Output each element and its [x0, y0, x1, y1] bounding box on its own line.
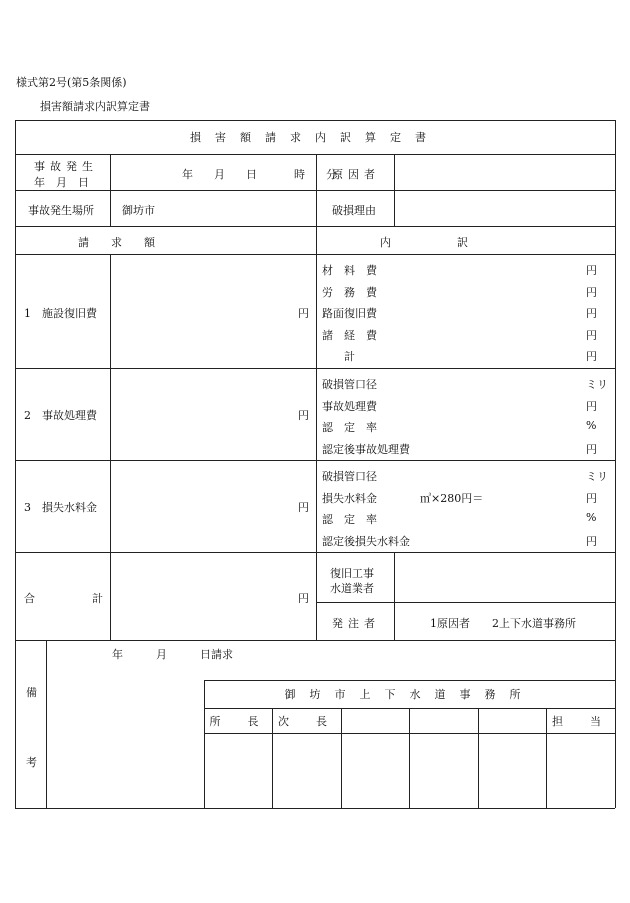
- section-1-yen: 円: [298, 307, 309, 320]
- breakdown-header: 内 訳: [380, 236, 468, 249]
- section-3-yen: 円: [298, 501, 309, 514]
- approver-blank-3: [478, 708, 546, 733]
- contractor-label-1: 復旧工事: [330, 567, 374, 580]
- stamp-box-deputy[interactable]: [273, 734, 340, 807]
- office-name: 御坊市上下水道事務所: [284, 688, 535, 701]
- section-2-label: 2 事故処理費: [24, 409, 97, 422]
- list-item: 破損管口径: [322, 378, 377, 391]
- list-item-unit: 円: [586, 492, 597, 505]
- list-item: 認定後損失水料金: [322, 535, 410, 548]
- list-item-unit: %: [586, 511, 597, 524]
- list-item: 計: [322, 350, 355, 363]
- total-yen: 円: [298, 592, 309, 605]
- list-item-unit: 円: [586, 443, 597, 456]
- reason-label: 破損理由: [332, 204, 376, 217]
- total-label-right: 計: [92, 592, 103, 605]
- place-label: 事故発生場所: [28, 204, 94, 217]
- stamp-box-2[interactable]: [410, 734, 477, 807]
- list-item: 認 定 率: [322, 513, 377, 526]
- list-item-unit: ミリ: [586, 470, 608, 483]
- list-item-unit: 円: [586, 350, 597, 363]
- list-item: 材 料 費: [322, 264, 377, 277]
- list-item-unit: 円: [586, 535, 597, 548]
- list-item-unit: 円: [586, 286, 597, 299]
- accident-date-label: 年 月 日: [34, 176, 89, 189]
- orderer-label: 発注者: [332, 617, 380, 630]
- cause-label: 原因者: [332, 168, 380, 181]
- list-item-unit: 円: [586, 264, 597, 277]
- contractor-field[interactable]: [400, 558, 610, 598]
- list-item-unit: ミリ: [586, 378, 608, 391]
- approver-blank-2: [409, 708, 478, 733]
- list-item-unit: 円: [586, 307, 597, 320]
- approver-deputy: 次 長: [278, 714, 335, 728]
- reason-field[interactable]: [400, 196, 610, 222]
- section-2-yen: 円: [298, 409, 309, 422]
- form-number: 様式第2号(第5条関係): [16, 76, 127, 89]
- contractor-label-2: 水道業者: [330, 582, 374, 595]
- list-item-unit: 円: [586, 329, 597, 342]
- approver-blank-1: [341, 708, 409, 733]
- stamp-box-staff[interactable]: [547, 734, 614, 807]
- remarks-label-1: 備: [26, 686, 37, 699]
- approver-staff: 担 当: [552, 714, 609, 728]
- table-title: 損害額請求内訳算定書: [190, 131, 440, 144]
- section-1-label: 1 施設復旧費: [24, 307, 97, 320]
- accident-label: 事故発生: [34, 160, 98, 173]
- list-item: 労 務 費: [322, 286, 377, 299]
- list-item-unit: %: [586, 419, 597, 432]
- section-3-label: 3 損失水料金: [24, 501, 97, 514]
- list-item: 事故処理費: [322, 400, 377, 413]
- list-item: 認 定 率: [322, 421, 377, 434]
- datetime-field[interactable]: 年 月 日 時 分: [182, 168, 342, 181]
- list-item: 破損管口径: [322, 470, 377, 483]
- remarks-label-2: 考: [26, 756, 37, 769]
- stamp-box-1[interactable]: [342, 734, 408, 807]
- list-item: 認定後事故処理費: [322, 443, 410, 456]
- stamp-box-director[interactable]: [205, 734, 271, 807]
- orderer-options[interactable]: 1原因者 2上下水道事務所: [430, 617, 576, 630]
- approver-director: 所 長: [209, 714, 267, 728]
- total-label-left: 合: [24, 592, 35, 605]
- list-item: 諸 経 費: [322, 329, 377, 342]
- place-value[interactable]: 御坊市: [122, 204, 155, 217]
- list-item-unit: 円: [586, 400, 597, 413]
- document-title: 損害額請求内訳算定書: [40, 100, 150, 113]
- water-fee-formula: ㎥×280円＝: [420, 492, 484, 505]
- stamp-box-3[interactable]: [479, 734, 545, 807]
- request-date[interactable]: 年 月 日請求: [112, 648, 233, 661]
- list-item: 路面復旧費: [322, 307, 377, 320]
- cause-field[interactable]: [400, 160, 610, 186]
- claim-header: 請 求 額: [78, 236, 155, 249]
- list-item: 損失水料金: [322, 492, 377, 505]
